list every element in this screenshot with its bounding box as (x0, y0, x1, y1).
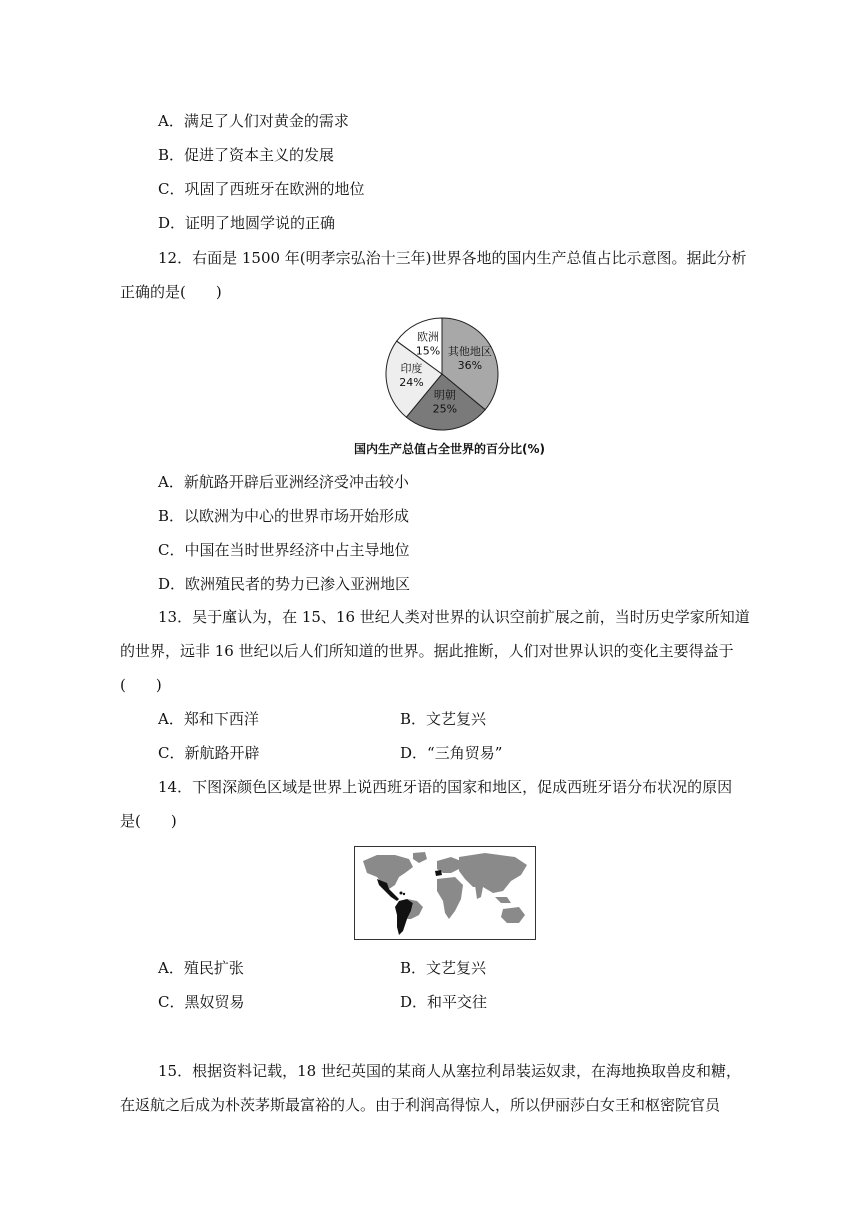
pie-slice-name-0: 其他地区 (447, 344, 492, 358)
pie-slice-value-0: 36% (457, 358, 483, 372)
q11-option-c: C．巩固了西班牙在欧洲的地位 (158, 180, 365, 198)
africa-shape (437, 877, 463, 919)
q14-option-c: C．黑奴贸易 (158, 993, 245, 1011)
q12-stem-line2: 正确的是( ) (120, 283, 222, 301)
spain-shape (435, 870, 442, 876)
q13-option-c: C．新航路开辟 (158, 744, 260, 762)
q14-option-d: D．和平交往 (400, 993, 488, 1011)
india-shape (475, 885, 483, 899)
q15-stem-line1: 15．根据资料记载，18 世纪英国的某商人从塞拉利昂装运奴隶，在海地换取兽皮和糖， (158, 1062, 741, 1080)
q12-option-b: B．以欧洲为中心的世界市场开始形成 (158, 507, 410, 525)
q12-option-c: C．中国在当时世界经济中占主导地位 (158, 541, 410, 559)
pie-slice-value-1: 25% (432, 402, 458, 416)
north-america-shape (363, 855, 413, 889)
q14-option-a: A．殖民扩张 (158, 959, 244, 977)
q14-stem-line1: 14．下图深颜色区域是世界上说西班牙语的国家和地区，促成西班牙语分布状况的原因 (158, 778, 733, 796)
q15-stem-line2: 在返航之后成为朴茨茅斯最富裕的人。由于利润高得惊人，所以伊丽莎白女王和枢密院官员 (120, 1096, 721, 1114)
gdp-pie-chart (380, 314, 510, 434)
pie-slice-value-2: 24% (399, 375, 424, 389)
pie-slice-name-2: 印度 (400, 361, 423, 375)
spanish-speaking-world-map (354, 846, 536, 940)
q13-stem-line3: ( ) (120, 676, 162, 694)
asia-shape (459, 853, 527, 893)
q13-stem-line2: 的世界，远非 16 世纪以后人们所知道的世界。据此推断，人们对世界认识的变化主要得益于 (120, 642, 734, 660)
australia-shape (501, 907, 525, 923)
q11-option-a: A．满足了人们对黄金的需求 (158, 112, 349, 130)
q13-stem-line1: 13．吴于廑认为，在 15、16 世纪人类对世界的认识空前扩展之前，当时历史学家所知道 (158, 608, 750, 626)
q12-stem-line1: 12．右面是 1500 年(明孝宗弘治十三年)世界各地的国内生产总值占比示意图。据此分析 (158, 249, 747, 267)
q11-option-d: D．证明了地圆学说的正确 (158, 214, 336, 232)
pie-chart-title: 国内生产总值占全世界的百分比(%) (354, 442, 545, 456)
q11-option-b: B．促进了资本主义的发展 (158, 146, 335, 164)
q14-option-b: B．文艺复兴 (400, 959, 487, 977)
q14-stem-line2: 是( ) (120, 812, 177, 830)
greenland-shape (413, 852, 427, 863)
q13-option-b: B．文艺复兴 (400, 710, 487, 728)
q13-option-d: D．“三角贸易” (400, 744, 503, 762)
q12-option-d: D．欧洲殖民者的势力已渗入亚洲地区 (158, 575, 411, 593)
caribbean-islands-shape (400, 892, 403, 895)
pie-slice-value-3: 15% (415, 344, 441, 358)
q13-option-a: A．郑和下西洋 (158, 710, 259, 728)
southeast-asia-shape (495, 897, 511, 903)
pie-slice-name-3: 欧洲 (417, 330, 440, 344)
pie-slice-name-1: 明朝 (433, 388, 456, 402)
q12-option-a: A．新航路开辟后亚洲经济受冲击较小 (158, 473, 409, 491)
